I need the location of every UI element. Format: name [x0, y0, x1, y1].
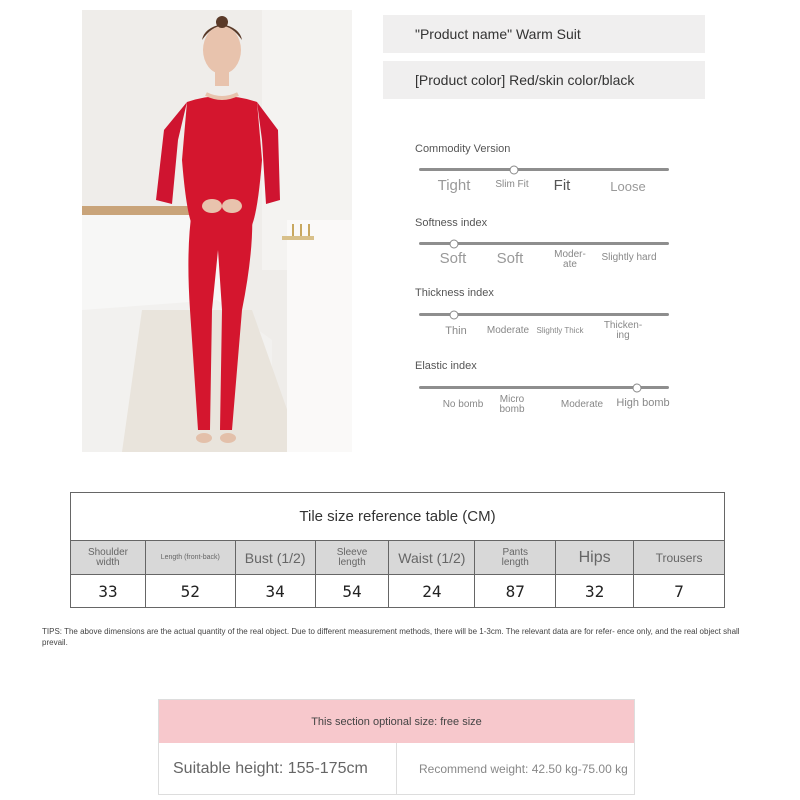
suitable-height: Suitable height: 155-175cm	[159, 743, 397, 794]
softness-scale	[415, 217, 675, 272]
thickness-option: Slightly Thick	[536, 326, 584, 335]
size-table-value: 54	[315, 575, 389, 608]
softness-title: Softness index	[415, 217, 488, 229]
size-table-value: 33	[71, 575, 146, 608]
size-table-value: 7	[634, 575, 725, 608]
size-table-value: 52	[145, 575, 235, 608]
size-table-value: 87	[475, 575, 556, 608]
commodity-version-knob	[510, 165, 519, 174]
size-table-header: Bust (1/2)	[235, 541, 315, 575]
commodity-version-option: Loose	[610, 179, 646, 194]
elastic-title: Elastic index	[415, 360, 477, 372]
size-table-header: Pants length	[475, 541, 556, 575]
commodity-version-option: Fit	[553, 177, 571, 194]
softness-option: Slightly hard	[601, 252, 657, 263]
softness-option: Soft	[439, 250, 467, 267]
softness-option: Soft	[496, 250, 524, 267]
size-table-header: Shoulder width	[71, 541, 146, 575]
elastic-option: Moderate	[560, 399, 604, 410]
product-name-text: "Product name" Warm Suit	[415, 26, 581, 42]
size-tips: TIPS: The above dimensions are the actual quantity of the real object. Due to different measurement methods, there will be 1-3cm. The relevant data are for refer- ence only, and the real object shall prevail.	[42, 627, 740, 647]
size-table-value: 34	[235, 575, 315, 608]
size-table-value: 24	[389, 575, 475, 608]
thickness-option: Thicken- ing	[603, 320, 643, 341]
size-table-header: Hips	[556, 541, 634, 575]
size-table-header: Sleeve length	[315, 541, 389, 575]
elastic-scale	[415, 360, 675, 415]
commodity-version-track	[419, 168, 669, 171]
free-size-box	[158, 699, 635, 795]
product-photo	[82, 10, 352, 452]
size-table-header: Trousers	[634, 541, 725, 575]
softness-option: Moder- ate	[554, 249, 586, 270]
free-size-header: This section optional size: free size	[159, 700, 634, 743]
thickness-option: Moderate	[486, 325, 530, 336]
size-table-header: Waist (1/2)	[389, 541, 475, 575]
thickness-knob	[450, 310, 459, 319]
size-table-header-row	[71, 541, 725, 575]
commodity-version-title: Commodity Version	[415, 143, 511, 155]
thickness-title: Thickness index	[415, 287, 494, 299]
size-table-header: Length (front-back)	[145, 541, 235, 575]
size-table-value-row	[71, 575, 725, 608]
product-name	[383, 15, 705, 53]
thickness-option: Thin	[445, 325, 467, 337]
thickness-scale	[415, 287, 675, 342]
elastic-option: High bomb	[616, 397, 670, 409]
recommend-weight: Recommend weight: 42.50 kg-75.00 kg	[419, 761, 628, 776]
commodity-version-option: Slim Fit	[495, 179, 529, 190]
softness-knob	[450, 239, 459, 248]
product-color	[383, 61, 705, 99]
size-table-title: Tile size reference table (CM)	[71, 493, 725, 541]
size-reference-table	[70, 492, 725, 608]
free-size-row	[159, 743, 634, 794]
elastic-knob	[632, 383, 641, 392]
commodity-version-scale	[415, 143, 675, 193]
elastic-option: Micro bomb	[499, 394, 525, 415]
product-color-text: [Product color] Red/skin color/black	[415, 72, 635, 88]
elastic-option: No bomb	[442, 399, 484, 410]
size-table-value: 32	[556, 575, 634, 608]
commodity-version-option: Tight	[437, 177, 471, 194]
